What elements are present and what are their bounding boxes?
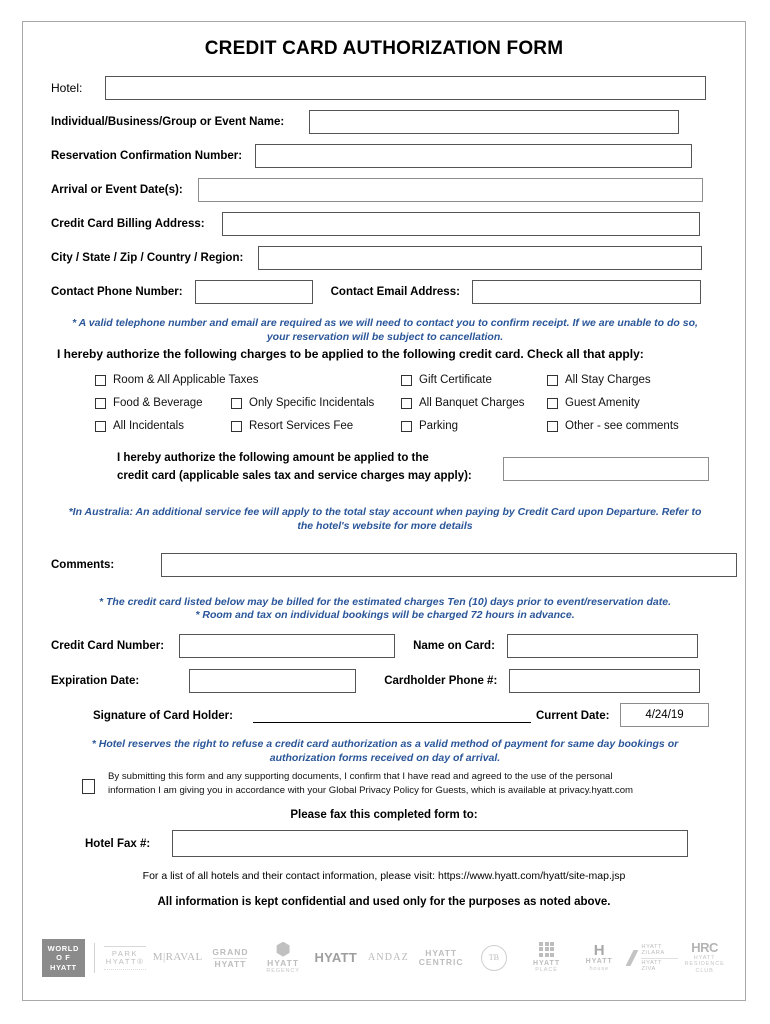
hotel-label: Hotel: bbox=[51, 81, 83, 95]
logo-hyatt bbox=[309, 951, 362, 965]
field-row-reservation bbox=[51, 144, 692, 168]
logo-line: WORLD bbox=[47, 943, 79, 953]
checkbox-icon[interactable] bbox=[95, 375, 106, 386]
checkbox-icon[interactable] bbox=[547, 421, 558, 432]
reservation-confirmation-label: Reservation Confirmation Number: bbox=[51, 150, 243, 162]
signature-label: Signature of Card Holder: bbox=[93, 710, 233, 722]
checkbox-icon[interactable] bbox=[95, 421, 106, 432]
checkbox-label: All Stay Charges bbox=[565, 374, 651, 386]
checkbox-only-specific-incidentals[interactable] bbox=[231, 397, 374, 409]
logo-line: CLUB bbox=[695, 968, 714, 975]
contact-phone-input[interactable] bbox=[195, 280, 313, 304]
expiration-date-input[interactable] bbox=[189, 669, 356, 693]
logo-line: CENTRIC bbox=[418, 957, 464, 967]
card-number-input[interactable] bbox=[179, 634, 395, 658]
logo-miraval bbox=[151, 952, 204, 964]
logo-park-hyatt bbox=[99, 946, 152, 970]
logo-grand-hyatt bbox=[204, 948, 257, 969]
field-row-comments bbox=[51, 553, 737, 577]
field-row-arrival-dates bbox=[51, 178, 703, 202]
checkbox-icon[interactable] bbox=[231, 421, 242, 432]
amount-input[interactable] bbox=[503, 457, 709, 481]
field-row-entity-name bbox=[51, 110, 679, 134]
logo-line: HYATT bbox=[314, 950, 358, 966]
checkbox-icon[interactable] bbox=[547, 375, 558, 386]
checkbox-icon[interactable] bbox=[547, 398, 558, 409]
logo-divider bbox=[94, 943, 95, 973]
entity-name-input[interactable] bbox=[309, 110, 679, 134]
card-number-label: Credit Card Number: bbox=[51, 640, 165, 652]
checkbox-all-stay-charges[interactable] bbox=[547, 374, 651, 386]
contact-email-input[interactable] bbox=[472, 280, 701, 304]
checkbox-all-banquet-charges[interactable] bbox=[401, 397, 524, 409]
logo-hyatt-centric bbox=[415, 949, 468, 967]
comments-label: Comments: bbox=[51, 559, 115, 571]
hotel-fax-label: Hotel Fax #: bbox=[85, 837, 151, 850]
field-row-city-state-zip bbox=[51, 246, 702, 270]
arrival-dates-label: Arrival or Event Date(s): bbox=[51, 184, 183, 196]
hyatt-hexagon-icon bbox=[276, 942, 291, 957]
amount-authorization-text bbox=[117, 450, 472, 486]
logo-line: M|RAVAL bbox=[152, 951, 203, 964]
contact-email-label: Contact Email Address: bbox=[330, 286, 460, 298]
logo-line: PARK HYATT® bbox=[105, 949, 145, 966]
ziva-slash-icon bbox=[626, 950, 639, 966]
notice-australia: *In Australia: An additional service fee will apply to the total stay account when paying by Credit Card upon Departure. Refer to the hotel's website for more details bbox=[68, 506, 702, 533]
amount-authorization-line2: credit card (applicable sales tax and service charges may apply): bbox=[117, 469, 472, 482]
amount-authorization-line1: I hereby authorize the following amount be applied to the bbox=[117, 452, 429, 464]
hotel-input[interactable] bbox=[105, 76, 706, 100]
confidential-text: All information is kept confidential and used only for the purposes as noted above. bbox=[157, 896, 611, 908]
city-state-zip-label: City / State / Zip / Country / Region: bbox=[51, 252, 244, 264]
privacy-consent-text: By submitting this form and any supporting documents, I confirm that I have read and agreed to the use of the personal information I am giving you in accordance with your Global Privacy Policy for Guests, which is available at privacy.hyatt.com bbox=[108, 771, 634, 796]
current-date-label: Current Date: bbox=[536, 710, 610, 722]
logo-line: house bbox=[589, 965, 609, 972]
current-date-input[interactable]: 4/24/19 bbox=[620, 703, 709, 727]
billing-address-input[interactable] bbox=[222, 212, 700, 236]
logo-andaz bbox=[362, 953, 415, 964]
form-page bbox=[22, 21, 746, 1001]
field-row-contact bbox=[51, 280, 701, 304]
logo-line: HYATT bbox=[425, 948, 458, 959]
checkbox-room-all-applicable-taxes[interactable] bbox=[95, 374, 259, 386]
logo-line: RESIDENCE bbox=[684, 961, 725, 968]
checkbox-label: Guest Amenity bbox=[565, 397, 640, 409]
checkbox-icon[interactable] bbox=[401, 398, 412, 409]
checkbox-all-incidentals[interactable] bbox=[95, 420, 184, 432]
cardholder-phone-input[interactable] bbox=[509, 669, 700, 693]
comments-input[interactable] bbox=[161, 553, 737, 577]
checkbox-guest-amenity[interactable] bbox=[547, 397, 640, 409]
logo-line: HYATT ZILARA bbox=[641, 944, 665, 957]
checkbox-label: Other - see comments bbox=[565, 420, 679, 432]
logo-hyatt-house bbox=[573, 943, 626, 972]
contact-phone-label: Contact Phone Number: bbox=[51, 286, 183, 298]
logo-hyatt-residence-club bbox=[678, 941, 731, 975]
hyatt-place-grid-icon bbox=[539, 942, 554, 957]
logo-line: TB bbox=[488, 952, 499, 962]
logo-line: ANDАZ bbox=[367, 951, 409, 963]
logo-line: GRAND bbox=[212, 946, 249, 957]
field-row-billing-address bbox=[51, 212, 700, 236]
unbound-circle-icon bbox=[481, 945, 507, 971]
checkbox-icon[interactable] bbox=[401, 375, 412, 386]
logo-line: O F bbox=[56, 953, 71, 963]
logo-line: HYATT bbox=[267, 957, 300, 968]
logo-unbound-collection bbox=[468, 945, 521, 971]
notice-billing-timing-line1: * The credit card listed below may be billed for the estimated charges Ten (10) days prior to event/reservation date. bbox=[98, 596, 672, 608]
checkbox-parking[interactable] bbox=[401, 420, 458, 432]
checkbox-label: All Banquet Charges bbox=[419, 397, 525, 409]
hotel-fax-input[interactable] bbox=[172, 830, 688, 857]
field-row-card-number bbox=[51, 634, 698, 658]
signature-input[interactable] bbox=[253, 722, 531, 723]
field-row-hotel-fax bbox=[85, 830, 688, 857]
logo-line: HYATT bbox=[214, 958, 247, 969]
logo-line: HYATT ZIVA bbox=[641, 959, 662, 972]
checkbox-resort-services-fee[interactable] bbox=[231, 420, 353, 432]
logo-line: HYATT bbox=[49, 962, 77, 972]
notice-refusal-rights: * Hotel reserves the right to refuse a credit card authorization as a valid method of payment for same day bookings or authorization forms received on day of arrival. bbox=[91, 738, 679, 765]
checkbox-icon[interactable] bbox=[95, 398, 106, 409]
logo-line: PLACE bbox=[535, 967, 558, 974]
page-title: CREDIT CARD AUTHORIZATION FORM bbox=[204, 38, 564, 59]
logo-line: HRC bbox=[691, 940, 718, 956]
billing-address-label: Credit Card Billing Address: bbox=[51, 218, 205, 230]
cardholder-phone-label: Cardholder Phone #: bbox=[384, 675, 498, 687]
checkbox-label: Resort Services Fee bbox=[249, 420, 354, 432]
privacy-consent-checkbox[interactable] bbox=[82, 779, 95, 794]
checkbox-label: Gift Certificate bbox=[419, 374, 492, 386]
field-row-hotel bbox=[51, 76, 706, 100]
expiration-date-label: Expiration Date: bbox=[51, 675, 140, 687]
checkbox-icon[interactable] bbox=[401, 421, 412, 432]
field-row-expiration bbox=[51, 669, 700, 693]
checkbox-label: Room & All Applicable Taxes bbox=[113, 374, 259, 386]
name-on-card-label: Name on Card: bbox=[413, 640, 495, 652]
checkbox-label: Only Specific Incidentals bbox=[249, 397, 375, 409]
entity-name-label: Individual/Business/Group or Event Name: bbox=[51, 116, 285, 128]
name-on-card-input[interactable] bbox=[507, 634, 698, 658]
hyatt-house-h-icon: H bbox=[593, 942, 605, 960]
notice-billing-timing-line2: * Room and tax on individual bookings will be charged 72 hours in advance. bbox=[195, 609, 575, 621]
authorize-charges-heading: I hereby authorize the following charges to be applied to the following credit card. Check all that apply: bbox=[57, 347, 644, 361]
checkbox-label: Food & Beverage bbox=[113, 397, 203, 409]
checkbox-food-beverage[interactable] bbox=[95, 397, 203, 409]
city-state-zip-input[interactable] bbox=[258, 246, 702, 270]
logo-line: HYATT bbox=[693, 954, 716, 961]
checkbox-other-see-comments[interactable] bbox=[547, 420, 679, 432]
checkbox-label: Parking bbox=[419, 420, 458, 432]
logo-hyatt-place bbox=[520, 942, 573, 974]
logo-line: HYATT bbox=[532, 959, 561, 967]
checkbox-icon[interactable] bbox=[231, 398, 242, 409]
fax-heading: Please fax this completed form to: bbox=[290, 809, 478, 821]
site-map-text: For a list of all hotels and their contact information, please visit: https://www.hyatt.com/hyatt/site-map.jsp bbox=[142, 870, 626, 882]
arrival-dates-input[interactable] bbox=[198, 178, 703, 202]
notice-phone-email-required: * A valid telephone number and email are required as we will need to contact you to confirm receipt. If we are unable to do so, your reservation will be subject to cancellation. bbox=[72, 317, 698, 344]
logo-hyatt-zilara-ziva bbox=[626, 944, 679, 971]
logo-hyatt-regency bbox=[257, 942, 310, 975]
logo-world-of-hyatt bbox=[37, 939, 90, 977]
reservation-confirmation-input[interactable] bbox=[255, 144, 692, 168]
logo-line: HYATT bbox=[585, 958, 613, 966]
checkbox-gift-certificate[interactable] bbox=[401, 374, 492, 386]
checkbox-label: All Incidentals bbox=[113, 420, 184, 432]
brand-logo-strip bbox=[23, 932, 745, 984]
logo-line: REGENCY bbox=[266, 967, 300, 974]
